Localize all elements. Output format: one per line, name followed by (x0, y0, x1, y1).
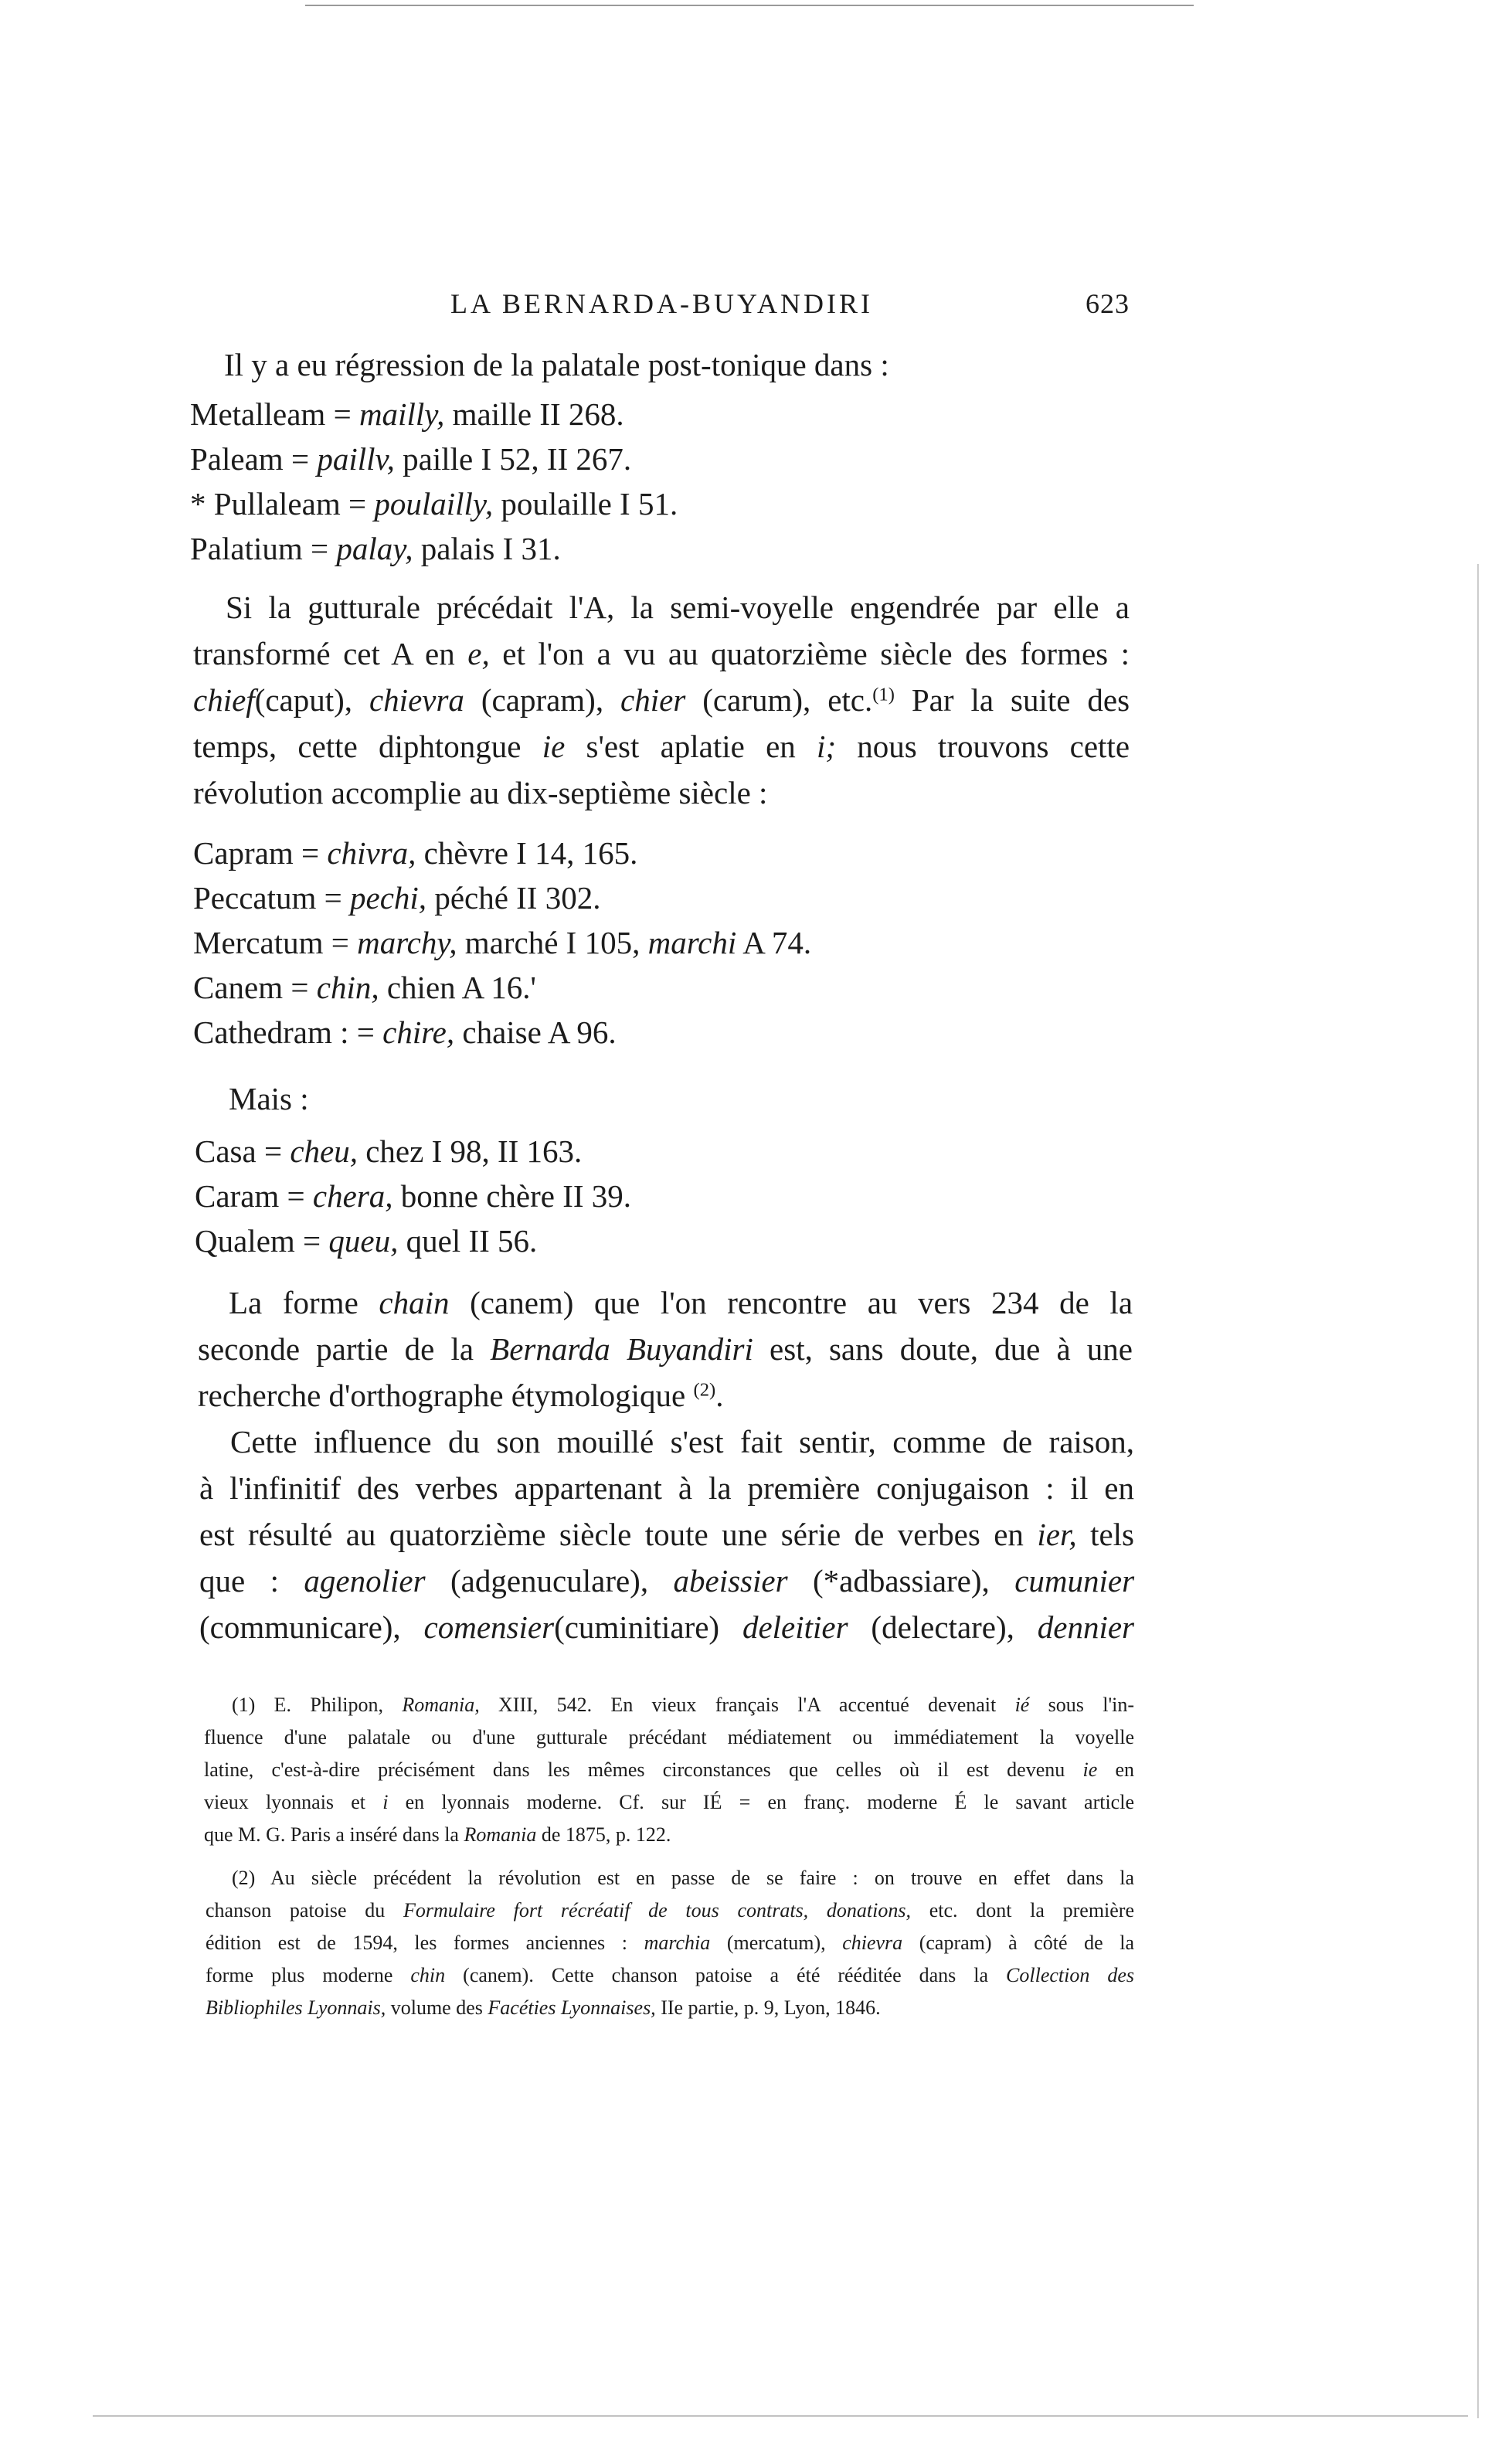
block1-item: Palatium = palay, palais I 31. (190, 531, 561, 566)
block1-intro: Il y a eu régression de la palatale post-tonique dans : (224, 347, 889, 382)
block2-item: Peccatum = pechi, péché II 302. (193, 880, 601, 916)
footnote2-line: (2) Au siècle précédent la révolution est en passe de se faire : on trouve en effet dans la (232, 1867, 1134, 1889)
bottom-edge-rule (93, 2415, 1468, 2417)
block1-item: Paleam = paillv, paille I 52, II 267. (190, 441, 632, 477)
para2-line: recherche d'orthographe étymologique $^{(2)}$. (198, 1378, 724, 1413)
para3-line: (communicare), comensier(cuminitiare) deleitier (delectare), dennier (199, 1609, 1135, 1645)
footnote2-line: Bibliophiles Lyonnais, volume des Facéties Lyonnaises, IIe partie, p. 9, Lyon, 1846. (206, 1996, 881, 2019)
block3-item: Casa = cheu, chez I 98, II 163. (195, 1133, 583, 1169)
mais-label: Mais : (229, 1081, 309, 1116)
footnote2-line: édition est de 1594, les formes anciennes : marchia (mercatum), chievra (capram) à côté de la (206, 1932, 1135, 1954)
para3-line: est résulté au quatorzième siècle toute une série de verbes en ier, tels (199, 1517, 1135, 1552)
block2-item: Capram = chivra, chèvre I 14, 165. (193, 835, 638, 871)
para3-line: à l'infinitif des verbes appartenant à la première conjugaison : il en (199, 1470, 1134, 1506)
footnote2-line: chanson patoise du Formulaire fort récréatif de tous contrats, donations, etc. dont la première (206, 1899, 1135, 1921)
para1-line: transformé cet A en e, et l'on a vu au quatorzième siècle des formes : (193, 636, 1130, 671)
para2-line: La forme chain (canem) que l'on rencontre au vers 234 de la (229, 1285, 1133, 1320)
footnote2-line: forme plus moderne chin (canem). Cette chanson patoise a été rééditée dans la Collection des (206, 1964, 1135, 1986)
block1-item: * Pullaleam = poulailly, poulaille I 51. (190, 486, 678, 522)
para3-line: Cette influence du son mouillé s'est fait sentir, comme de raison, (230, 1424, 1134, 1459)
para1-line: révolution accomplie au dix-septième siècle : (193, 775, 768, 810)
page-number: 623 (1086, 288, 1130, 319)
running-title: LA BERNARDA-BUYANDIRI (450, 288, 874, 319)
para3-line: que : agenolier (adgenuculare), abeissier (*adbassiare), cumunier (199, 1563, 1135, 1599)
block1-item: Metalleam = mailly, maille II 268. (190, 396, 624, 432)
block2-item: Canem = chin, chien A 16.' (193, 970, 536, 1005)
para1-line: Si la gutturale précédait l'A, la semi-voyelle engendrée par elle a (226, 590, 1130, 625)
block3-item: Qualem = queu, quel II 56. (195, 1223, 538, 1259)
footnote1-line: vieux lyonnais et i en lyonnais moderne. Cf. sur IÉ = en franç. moderne É le savant article (204, 1791, 1134, 1813)
block3-item: Caram = chera, bonne chère II 39. (195, 1178, 632, 1214)
block2-item: Mercatum = marchy, marché I 105, marchi A 74. (193, 925, 812, 960)
footnote1-line: (1) E. Philipon, Romania, XIII, 542. En vieux français l'A accentué devenait ié sous l'in- (232, 1694, 1135, 1716)
footnote1-line: que M. G. Paris a inséré dans la Romania de 1875, p. 122. (204, 1823, 671, 1846)
footnote1-line: latine, c'est-à-dire précisément dans les mêmes circonstances que celles où il est devenu ie en (204, 1758, 1135, 1781)
block2-item: Cathedram : = chire, chaise A 96. (193, 1014, 617, 1050)
top-edge-rule (305, 5, 1194, 6)
para1-line: temps, cette diphtongue ie s'est aplatie en i; nous trouvons cette (193, 729, 1130, 764)
para1-line: chief(caput), chievra (capram), chier (carum), etc.$^{(1)}$ Par la suite des (193, 682, 1130, 718)
footnote1-line: fluence d'une palatale ou d'une gutturale précédant médiatement ou immédiatement la voyelle (204, 1726, 1134, 1748)
right-margin-rule (1477, 564, 1479, 2418)
para2-line: seconde partie de la Bernarda Buyandiri est, sans doute, due à une (198, 1331, 1133, 1367)
